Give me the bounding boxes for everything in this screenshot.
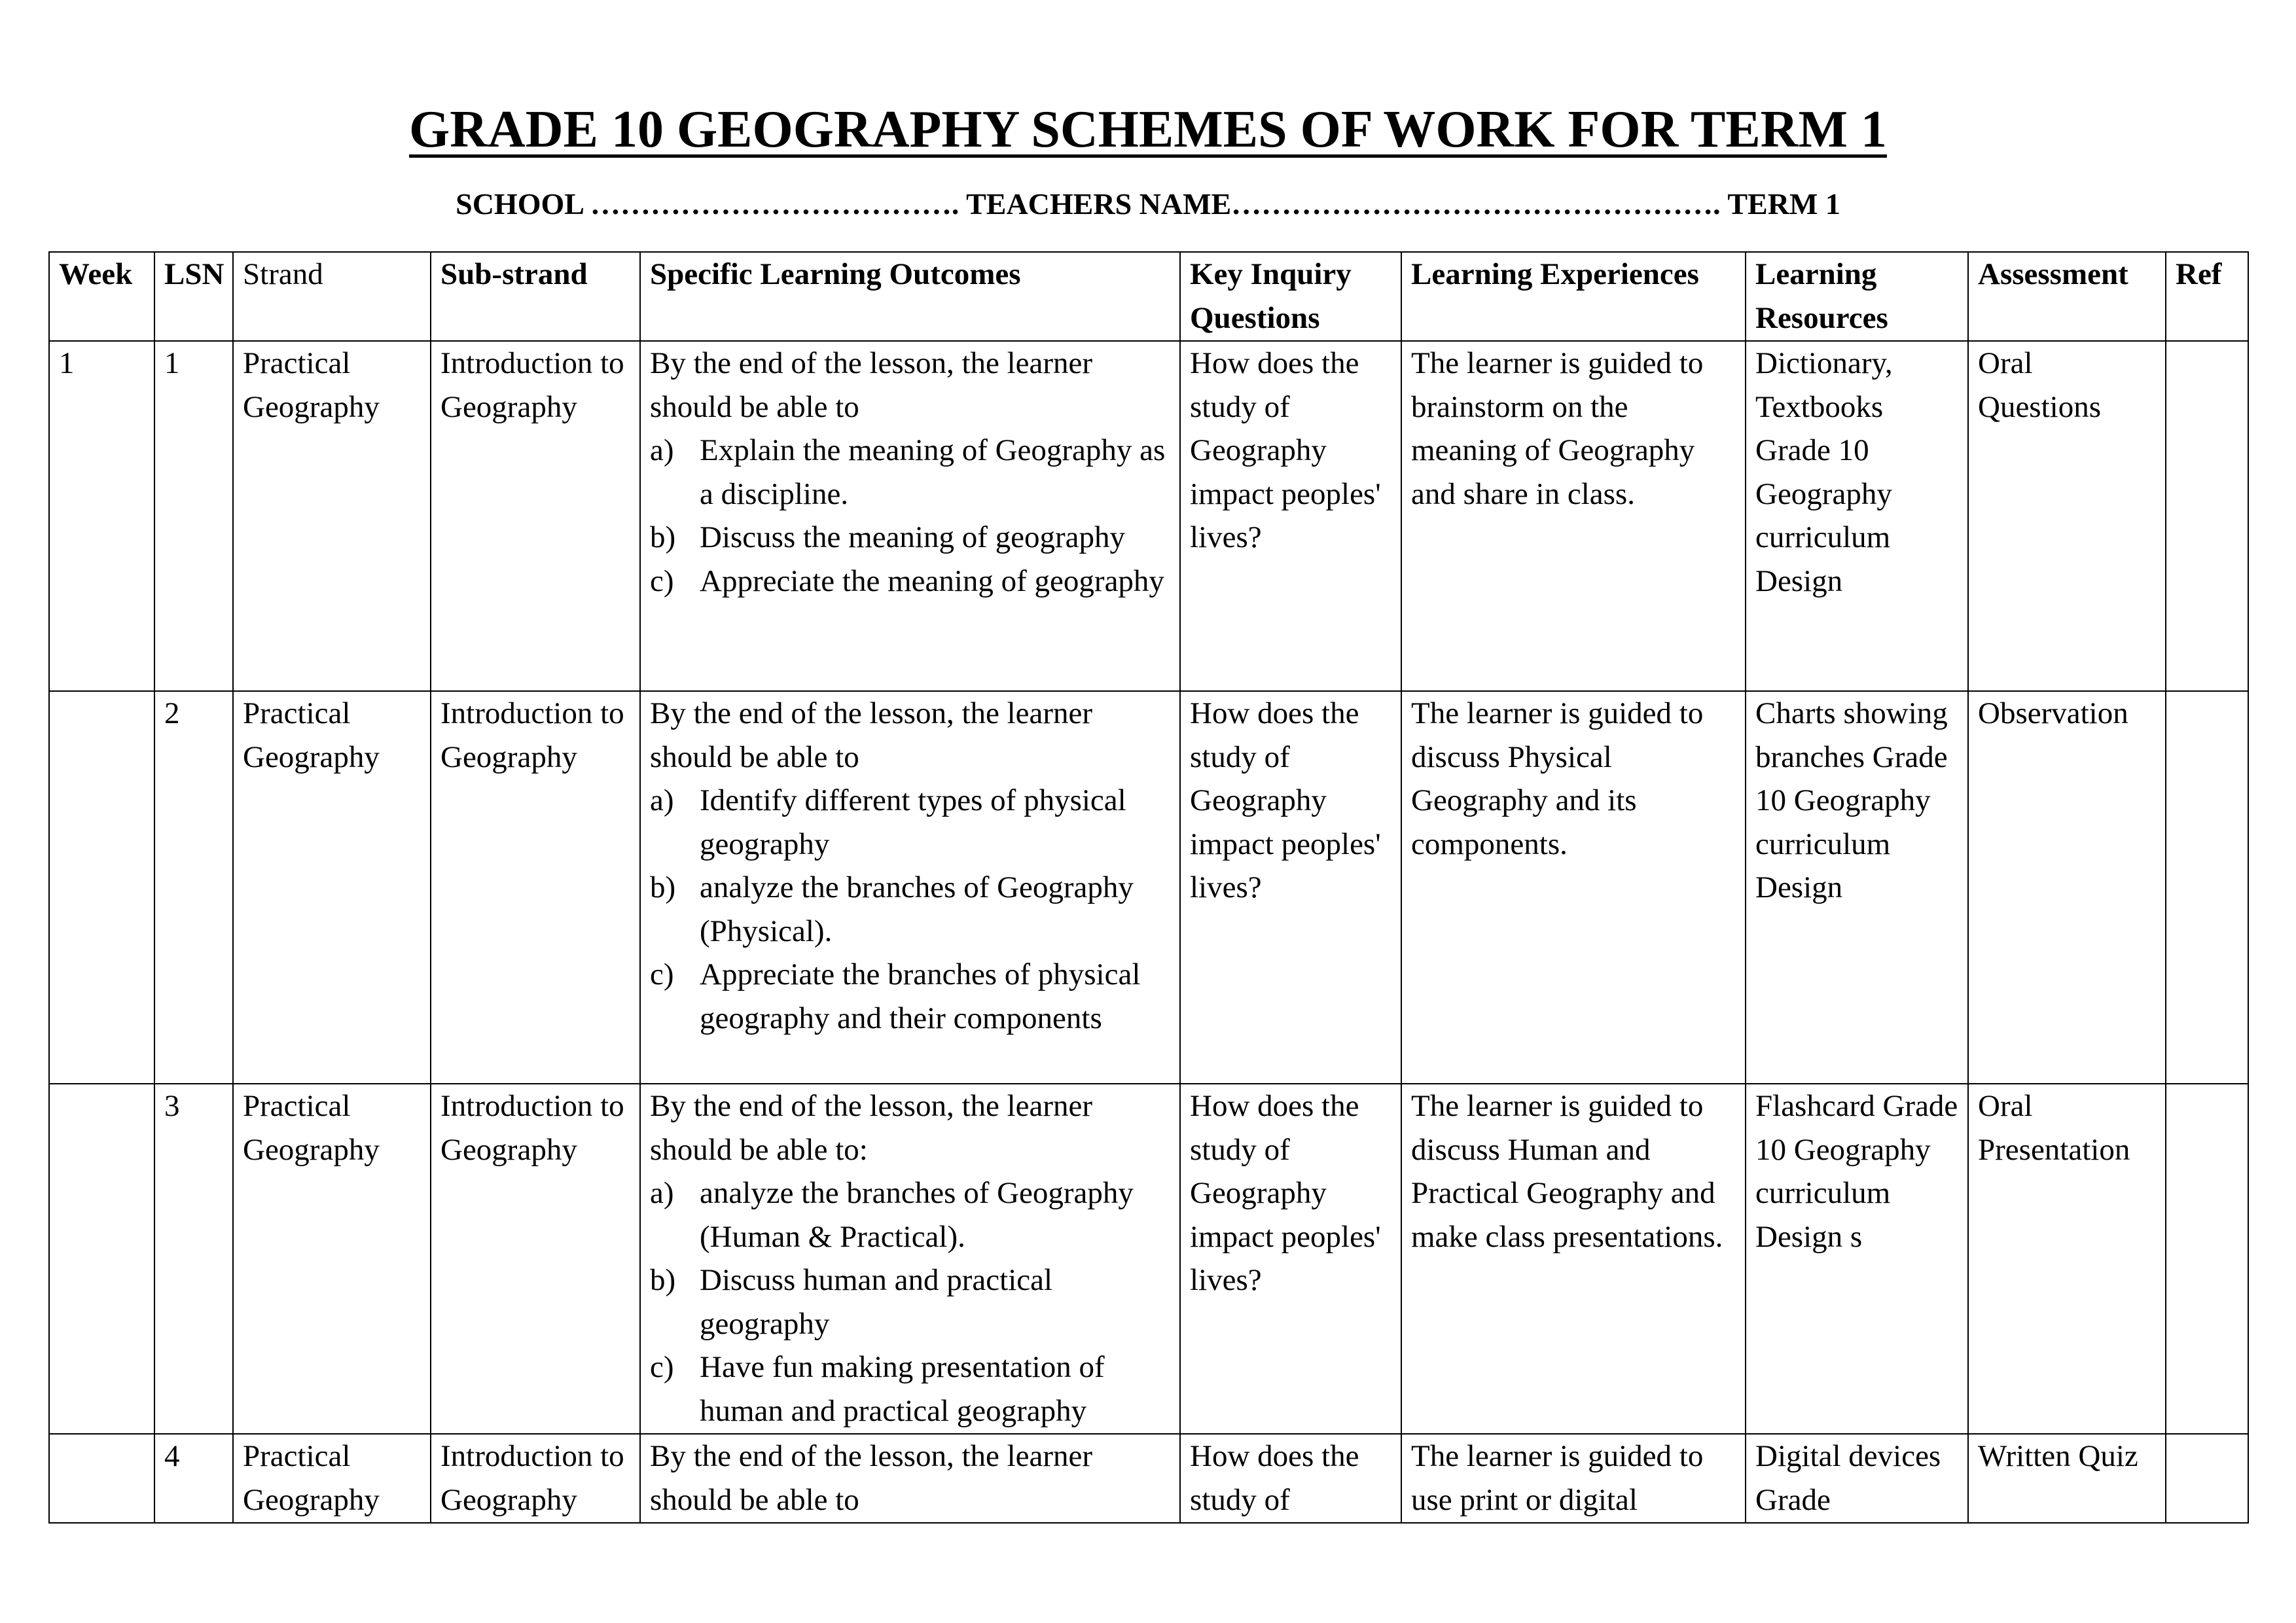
outcome-marker: c) — [650, 1350, 674, 1384]
table-row — [49, 341, 2248, 691]
cell-outcomes — [640, 1434, 1180, 1523]
header-assessment: Assessment — [1968, 252, 2166, 341]
cell-experience: The learner is guided to brainstorm on the meaning of Geography and share in class. — [1401, 341, 1746, 691]
cell-substrand: Introduction to Geography — [431, 341, 640, 691]
cell-outcomes — [640, 691, 1180, 1084]
outcome-marker: a) — [650, 1176, 674, 1210]
cell-experience: The learner is guided to discuss Physical Geography and its components. — [1401, 691, 1746, 1084]
outcome-item — [650, 1258, 1172, 1346]
cell-ref — [2166, 691, 2248, 1084]
cell-resources: Charts showing branches Grade 10 Geography curriculum Design — [1746, 691, 1968, 1084]
cell-assessment: Oral Presentation — [1968, 1084, 2166, 1434]
cell-week — [49, 1434, 154, 1523]
cell-ref — [2166, 341, 2248, 691]
outcomes-intro: By the end of the lesson, the learner should be able to — [650, 696, 1093, 774]
cell-question: How does the study of Geography impact peoples' lives? — [1180, 1084, 1401, 1434]
outcome-item — [650, 866, 1172, 953]
outcome-text: Appreciate the meaning of geography — [700, 563, 1164, 598]
cell-assessment: Oral Questions — [1968, 341, 2166, 691]
outcome-marker: a) — [650, 783, 674, 817]
cell-week: 1 — [49, 341, 154, 691]
cell-resources: Flashcard Grade 10 Geography curriculum Design s — [1746, 1084, 1968, 1434]
cell-strand: Practical Geography — [233, 1084, 431, 1434]
cell-assessment: Written Quiz — [1968, 1434, 2166, 1523]
header-week: Week — [49, 252, 154, 341]
outcome-marker: a) — [650, 433, 674, 467]
outcome-item — [650, 429, 1172, 516]
outcome-text: Appreciate the branches of physical geography and their components — [700, 957, 1141, 1035]
outcome-item — [650, 1171, 1172, 1258]
outcome-marker: b) — [650, 520, 676, 554]
cell-outcomes — [640, 1084, 1180, 1434]
cell-question: How does the study of Geography impact peoples' lives? — [1180, 341, 1401, 691]
header-ref: Ref — [2166, 252, 2248, 341]
cell-ref — [2166, 1084, 2248, 1434]
cell-experience: The learner is guided to use print or digital — [1401, 1434, 1746, 1523]
cell-lsn: 3 — [154, 1084, 233, 1434]
header-lsn: LSN — [154, 252, 233, 341]
outcome-marker: b) — [650, 1263, 676, 1297]
cell-substrand: Introduction to Geography — [431, 1434, 640, 1523]
outcome-item — [650, 779, 1172, 866]
outcome-item — [650, 953, 1172, 1040]
cell-lsn: 4 — [154, 1434, 233, 1523]
cell-question: How does the study of Geography impact peoples' lives? — [1180, 691, 1401, 1084]
outcomes-list — [650, 1171, 1172, 1433]
table-row — [49, 1434, 2248, 1523]
header-substrand: Sub-strand — [431, 252, 640, 341]
outcome-text: Discuss the meaning of geography — [700, 520, 1126, 554]
outcome-text: Identify different types of physical geography — [700, 783, 1126, 861]
outcomes-list — [650, 429, 1172, 603]
outcome-marker: c) — [650, 563, 674, 598]
cell-experience: The learner is guided to discuss Human and Practical Geography and make class presentations. — [1401, 1084, 1746, 1434]
header-strand: Strand — [233, 252, 431, 341]
cell-resources: Dictionary, Textbooks Grade 10 Geography curriculum Design — [1746, 341, 1968, 691]
outcome-item — [650, 560, 1172, 603]
outcomes-intro: By the end of the lesson, the learner should be able to — [650, 1439, 1093, 1517]
document-subheader: SCHOOL ………………………………. TEACHERS NAME…………………………………………. TERM 1 — [456, 187, 1840, 221]
outcome-item — [650, 1346, 1172, 1433]
header-resources: Learning Resources — [1746, 252, 1968, 341]
outcome-text: Have fun making presentation of human and practical geography — [700, 1350, 1105, 1428]
cell-lsn: 1 — [154, 341, 233, 691]
cell-strand: Practical Geography — [233, 691, 431, 1084]
cell-ref — [2166, 1434, 2248, 1523]
header-experiences: Learning Experiences — [1401, 252, 1746, 341]
table-header-row — [49, 252, 2248, 341]
outcome-text: Explain the meaning of Geography as a discipline. — [700, 433, 1166, 511]
cell-lsn: 2 — [154, 691, 233, 1084]
outcome-text: analyze the branches of Geography (Physical). — [700, 870, 1134, 948]
cell-strand: Practical Geography — [233, 341, 431, 691]
outcome-marker: c) — [650, 957, 674, 991]
cell-week — [49, 691, 154, 1084]
outcomes-list — [650, 779, 1172, 1040]
cell-week — [49, 1084, 154, 1434]
document-title: GRADE 10 GEOGRAPHY SCHEMES OF WORK FOR TERM 1 — [409, 101, 1887, 158]
cell-assessment: Observation — [1968, 691, 2166, 1084]
cell-outcomes — [640, 341, 1180, 691]
outcome-text: analyze the branches of Geography (Human & Practical). — [700, 1176, 1134, 1254]
outcome-marker: b) — [650, 870, 676, 904]
table-row — [49, 1084, 2248, 1434]
cell-substrand: Introduction to Geography — [431, 1084, 640, 1434]
outcome-text: Discuss human and practical geography — [700, 1263, 1053, 1341]
cell-resources: Digital devices Grade — [1746, 1434, 1968, 1523]
header-outcomes: Specific Learning Outcomes — [640, 252, 1180, 341]
cell-question: How does the study of — [1180, 1434, 1401, 1523]
outcomes-intro: By the end of the lesson, the learner should be able to: — [650, 1089, 1093, 1167]
outcome-item — [650, 516, 1172, 560]
scheme-of-work-table — [48, 251, 2249, 1524]
header-questions: Key Inquiry Questions — [1180, 252, 1401, 341]
table-row — [49, 691, 2248, 1084]
cell-substrand: Introduction to Geography — [431, 691, 640, 1084]
cell-strand: Practical Geography — [233, 1434, 431, 1523]
outcomes-intro: By the end of the lesson, the learner should be able to — [650, 346, 1093, 424]
